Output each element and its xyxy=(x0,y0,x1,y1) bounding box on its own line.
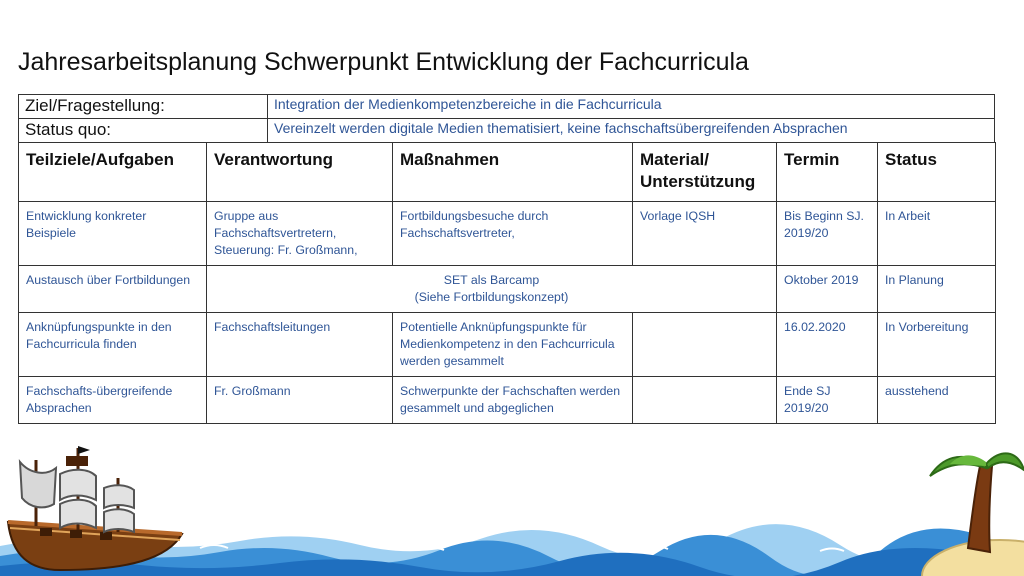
palm-island-illustration xyxy=(922,453,1024,576)
cell-termin: Ende SJ 2019/20 xyxy=(777,377,878,424)
header-verantwortung: Verantwortung xyxy=(207,143,393,202)
cell-status: In Planung xyxy=(878,266,996,313)
cell-verantwortung: Fachschaftsleitungen xyxy=(207,313,393,377)
cell-termin: Bis Beginn SJ. 2019/20 xyxy=(777,202,878,266)
goal-value: Integration der Medienkompetenzbereiche in die Fachcurricula xyxy=(268,95,995,119)
header-material: Material/ Unterstützung xyxy=(633,143,777,202)
merged-line-2: (Siehe Fortbildungskonzept) xyxy=(414,290,569,304)
header-massnahmen: Maßnahmen xyxy=(393,143,633,202)
goal-label: Ziel/Fragestellung: xyxy=(19,95,268,119)
status-quo-label: Status quo: xyxy=(19,119,268,143)
cell-verantwortung: Gruppe aus Fachschaftsvertretern, Steuerung: Fr. Großmann, xyxy=(207,202,393,266)
cell-massnahmen: Fortbildungsbesuche durch Fachschaftsvertreter, xyxy=(393,202,633,266)
cell-termin: Oktober 2019 xyxy=(777,266,878,313)
cell-status: In Arbeit xyxy=(878,202,996,266)
header-teilziele: Teilziele/Aufgaben xyxy=(19,143,207,202)
cell-massnahmen: Potentielle Anknüpfungspunkte für Medienkompetenz in den Fachcurricula werden gesammelt xyxy=(393,313,633,377)
cell-aufgabe: Fachschafts-übergreifende Absprachen xyxy=(19,377,207,424)
merged-line-1: SET als Barcamp xyxy=(443,273,540,287)
cell-verantwortung: Fr. Großmann xyxy=(207,377,393,424)
ship-illustration xyxy=(8,446,182,570)
cell-termin: 16.02.2020 xyxy=(777,313,878,377)
cell-status: ausstehend xyxy=(878,377,996,424)
cell-aufgabe: Anknüpfungspunkte in den Fachcurricula finden xyxy=(19,313,207,377)
cell-status: In Vorbereitung xyxy=(878,313,996,377)
cell-massnahmen: Schwerpunkte der Fachschaften werden gesammelt und abgeglichen xyxy=(393,377,633,424)
header-status: Status xyxy=(878,143,996,202)
cell-aufgabe: Entwicklung konkreter Beispiele xyxy=(19,202,207,266)
cell-material: Vorlage IQSH xyxy=(633,202,777,266)
status-quo-value: Vereinzelt werden digitale Medien thematisiert, keine fachschaftsübergreifenden Absprachen xyxy=(268,119,995,143)
cell-aufgabe: Austausch über Fortbildungen xyxy=(19,266,207,313)
slide-title: Jahresarbeitsplanung Schwerpunkt Entwicklung der Fachcurricula xyxy=(18,48,749,76)
header-termin: Termin xyxy=(777,143,878,202)
